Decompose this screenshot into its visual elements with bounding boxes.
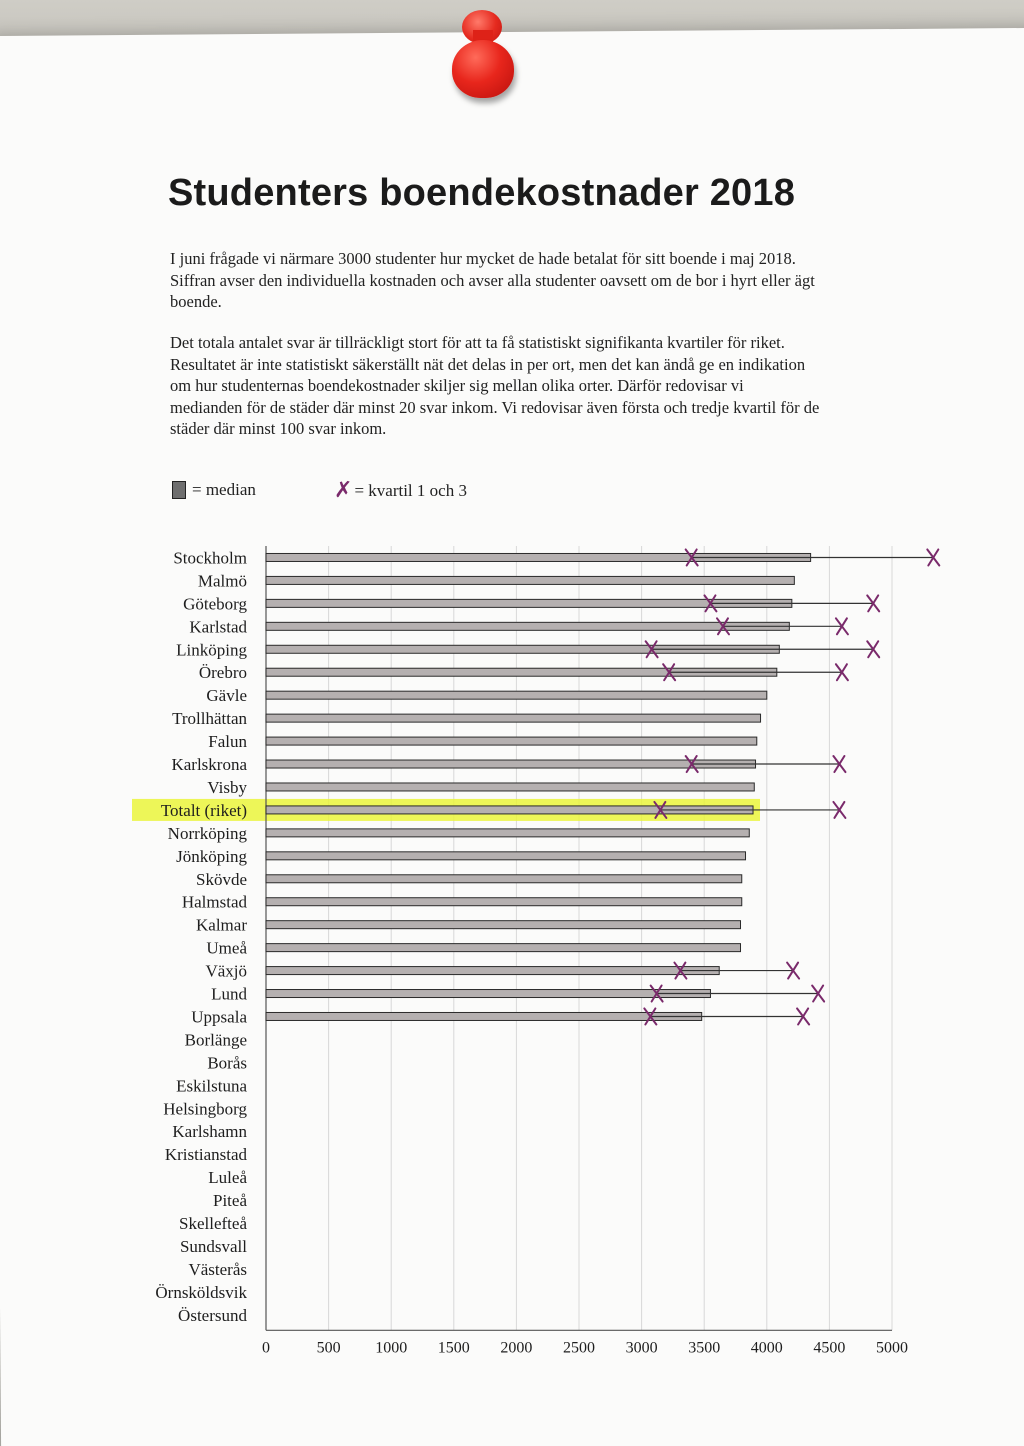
category-label: Västerås (188, 1259, 247, 1279)
median-bar (266, 691, 767, 699)
category-label: Uppsala (191, 1007, 247, 1027)
category-label: Piteå (213, 1191, 247, 1211)
median-bar (266, 852, 746, 860)
category-label: Visby (207, 777, 247, 797)
category-label: Linköping (176, 640, 247, 660)
median-bar (266, 829, 749, 837)
category-label: Östersund (178, 1305, 247, 1325)
x-tick-label: 4500 (813, 1339, 846, 1357)
category-label: Sundsvall (179, 1236, 247, 1256)
median-bar (266, 783, 754, 791)
category-label: Gävle (206, 686, 247, 706)
category-label: Växjö (205, 961, 247, 981)
category-label: Umeå (206, 938, 247, 958)
category-label: Kalmar (196, 915, 247, 935)
category-label: Norrköping (167, 823, 247, 843)
category-label: Göteborg (183, 594, 247, 614)
median-bar (266, 875, 742, 883)
median-bar (266, 760, 756, 768)
median-bar (266, 737, 757, 745)
median-bar (266, 1012, 702, 1020)
category-label: Skellefteå (179, 1214, 247, 1234)
median-bar (266, 990, 710, 998)
category-label: Borlänge (184, 1030, 247, 1050)
quartile-x-icon: ✗ (334, 478, 353, 503)
x-tick-label: 5000 (876, 1339, 908, 1357)
category-label: Halmstad (181, 892, 247, 912)
category-label: Luleå (208, 1168, 247, 1188)
category-label: Trollhättan (172, 709, 247, 729)
page-title: Studenters boendekostnader 2018 (168, 172, 796, 214)
x-tick-label: 3000 (625, 1339, 658, 1357)
category-label: Karlstad (189, 617, 247, 637)
category-label: Kristianstad (164, 1145, 247, 1165)
category-label: Falun (208, 732, 247, 752)
median-bar (266, 944, 741, 952)
category-label: Skövde (196, 869, 247, 889)
median-bar (266, 622, 789, 630)
category-label: Karlskrona (171, 755, 247, 775)
legend-quartile-label: = kvartil 1 och 3 (354, 481, 467, 500)
category-label: Totalt (riket) (160, 800, 247, 820)
x-tick-label: 3500 (688, 1339, 721, 1357)
category-label: Örebro (198, 663, 247, 683)
median-bar (266, 967, 719, 975)
method-paragraph: Det totala antalet svar är tillräckligt stort för att ta få statistiskt signifikanta kvartiler för riket. Resultatet är inte statistiskt säkerställt nät det delas in per ort, men det kan ändå ge en indikation om hur studenternas boendekostnader skiljer sig mellan olika orter. Därför redovisar vi medianden för de städer där minst 20 svar inkom. Vi redovisar även första och tredje kvartil för de städer där minst 100 svar inkom. (170, 333, 820, 439)
median-bar (266, 921, 741, 929)
intro-paragraph: I juni frågade vi närmare 3000 studenter hur mycket de hade betalat för sitt boende i maj 2018. Siffran avser den individuella kostnaden och avser alla studenter oavsett om de bor i hyrt eller ägt boende. (170, 249, 815, 312)
x-tick-label: 1000 (375, 1339, 408, 1357)
median-bar (266, 898, 742, 906)
x-tick-label: 2000 (500, 1339, 533, 1357)
x-tick-label: 1500 (437, 1339, 470, 1357)
category-label: Karlshamn (172, 1122, 247, 1142)
median-bar (266, 714, 761, 722)
category-label: Borås (207, 1053, 247, 1073)
category-label: Stockholm (173, 548, 247, 568)
legend-median-label: = median (192, 480, 256, 499)
category-label: Örnsköldsvik (155, 1282, 247, 1302)
category-label: Eskilstuna (176, 1076, 247, 1096)
x-tick-label: 4000 (750, 1339, 783, 1357)
x-tick-label: 2500 (563, 1339, 595, 1357)
category-label: Lund (211, 984, 247, 1004)
x-tick-label: 500 (316, 1339, 341, 1357)
category-label: Helsingborg (163, 1099, 247, 1119)
category-label: Malmö (197, 571, 247, 591)
median-bar (266, 576, 794, 584)
category-label: Jönköping (176, 846, 247, 866)
x-tick-label: 0 (262, 1339, 270, 1357)
